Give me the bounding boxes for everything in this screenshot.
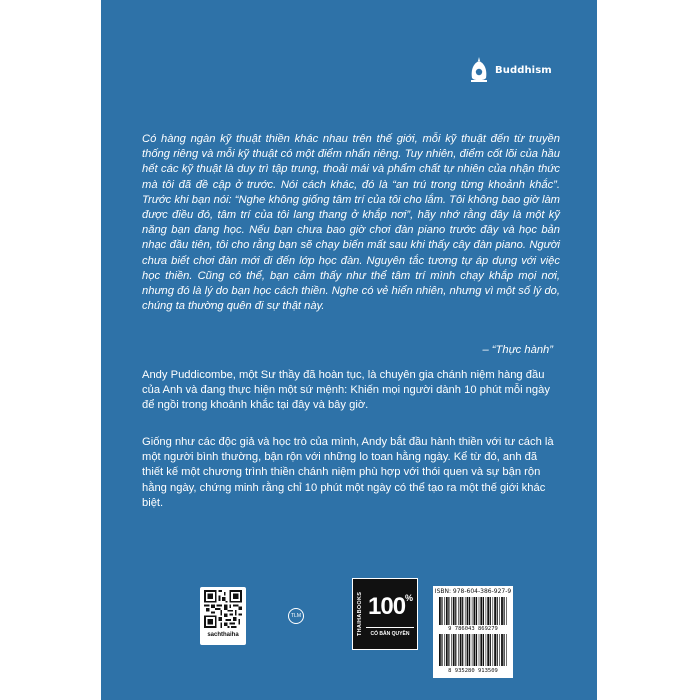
quote-text: Có hàng ngàn kỹ thuật thiền khác nhau trên thế giới, mỗi kỹ thuật đến từ truyền thống riêng và mỗi kỹ thuật có một điểm nhấn riêng. Tuy nhiên, điểm cốt lõi của hầu hết các kỹ thuật là duy trì tập trung, thoải mái và phẩm chất tự nhiên của nhận thức mà tôi đã đề cập ở trước. Nói cách khác, đó là “an trú trong từng khoảnh khắc”. Trước khi bạn nói: “Nghe không giống tâm trí của tôi cho lắm. Tôi không bao giờ làm được điều đó, tâm trí của tôi lang thang ở khắp nơi”, hãy nhớ rằng đây là một kỹ năng bạn đang học. Nếu bạn chưa bao giờ chơi đàn piano trước đây và học bản nhạc đầu tiên, tôi cho rằng bạn sẽ chạy biến mất sau khi thấy cây đàn piano. Người chưa biết chơi đàn mới đi đến lớp học đàn. Nguyên tắc tương tự áp dụng với việc học thiền. Cũng có thể, bạn cảm thấy như thể tâm trí mình chạy khắp mọi nơi, nhưng đó là lý do bạn học cách thiền. Nghe có vẻ hiển nhiên, nhưng vì một số lý do, chúng ta thường quên đi sự thật này. [142, 133, 560, 313]
badge-percent: % [405, 593, 414, 603]
badge-publisher: THAIHABOOKS [357, 591, 363, 637]
qr-code-box[interactable] [200, 587, 246, 645]
book-back-cover [101, 0, 597, 700]
qr-code-icon [204, 590, 242, 628]
logo-text: Buddhism [495, 64, 552, 76]
isbn-barcode-number: 9 786043 869279 [448, 626, 498, 632]
isbn-barcode-icon [439, 597, 507, 625]
stupa-icon [469, 56, 489, 84]
buddhism-logo [469, 56, 552, 84]
product-barcode-icon [439, 634, 507, 666]
author-paragraph: Andy Puddicombe, một Sư thầy đã hoàn tục, là chuyên gia chánh niệm hàng đầu của Anh và đang thực hiện một sứ mệnh: Khiến mọi người dành 10 phút mỗi ngày để ngồi trong khoảnh khắc tại đây và bây giờ. [142, 369, 550, 412]
badge-subtitle: CÓ BẢN QUYỀN [366, 627, 414, 637]
qr-label: sachthaiha [207, 632, 239, 638]
barcode-box [433, 586, 513, 678]
isbn-label: ISBN: 978-604-386-927-9 [434, 588, 512, 595]
product-barcode-number: 8 935280 913509 [448, 668, 498, 674]
copyright-badge [352, 578, 418, 650]
trademark-mark: TLM [288, 608, 304, 624]
badge-number: 100 [368, 593, 406, 620]
program-paragraph: Giống như các độc giả và học trò của mình, Andy bắt đầu hành thiền với tư cách là một người bình thường, bận rộn với những lo toan hằng ngày. Kể từ đó, anh đã thiết kế một chương trình thiền chánh niệm phù hợp với thói quen và sự bận rộn hằng ngày, chứng minh rằng chỉ 10 phút một ngày có thể tạo ra một thế giới khác biệt. [142, 436, 554, 509]
quote-attribution: – “Thực hành” [482, 344, 553, 356]
